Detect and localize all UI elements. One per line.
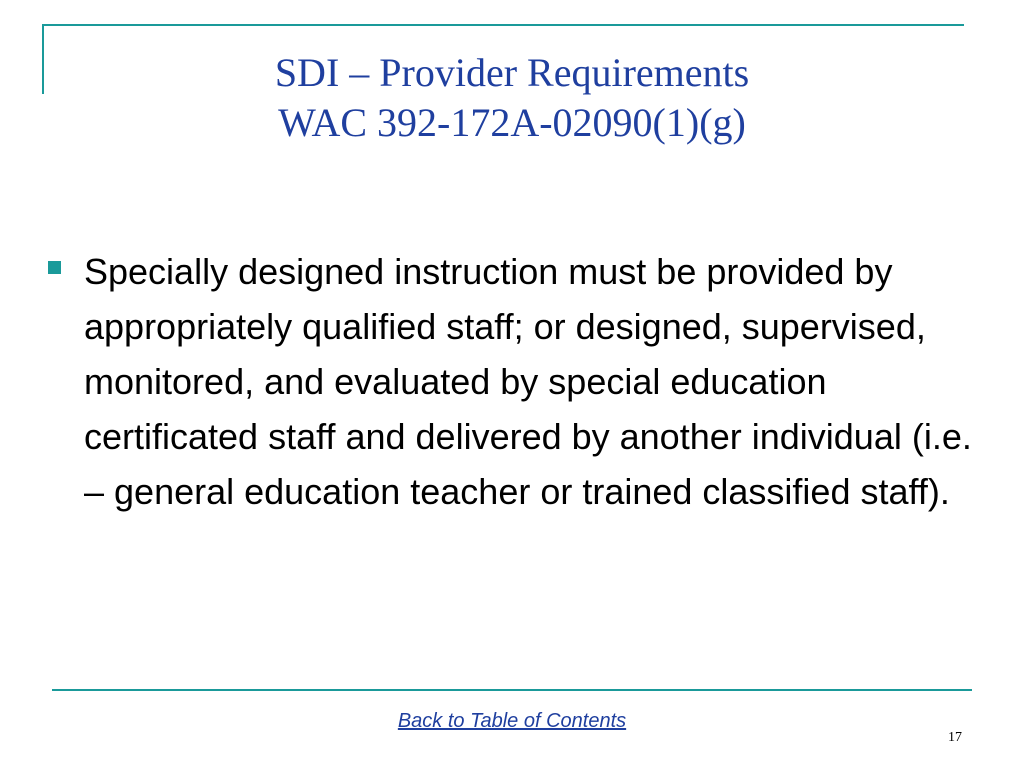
slide-content	[40, 244, 980, 519]
left-frame-line	[42, 24, 44, 94]
bottom-divider-line	[52, 689, 972, 691]
square-bullet-icon	[48, 261, 61, 274]
page-number: 17	[948, 730, 962, 745]
slide-title	[60, 48, 964, 148]
title-line-2: WAC 392-172A-02090(1)(g)	[278, 100, 746, 145]
top-frame-line	[42, 24, 964, 26]
bullet-text: Specially designed instruction must be provided by appropriately qualified staff; or designed, supervised, monitored, and evaluated by special education certificated staff and delivered by another individual (i.e. – general education teacher or trained classified staff).	[84, 251, 972, 512]
title-line-1: SDI – Provider Requirements	[274, 50, 750, 95]
bullet-item	[40, 244, 980, 519]
back-to-toc-link[interactable]: Back to Table of Contents	[397, 710, 627, 732]
